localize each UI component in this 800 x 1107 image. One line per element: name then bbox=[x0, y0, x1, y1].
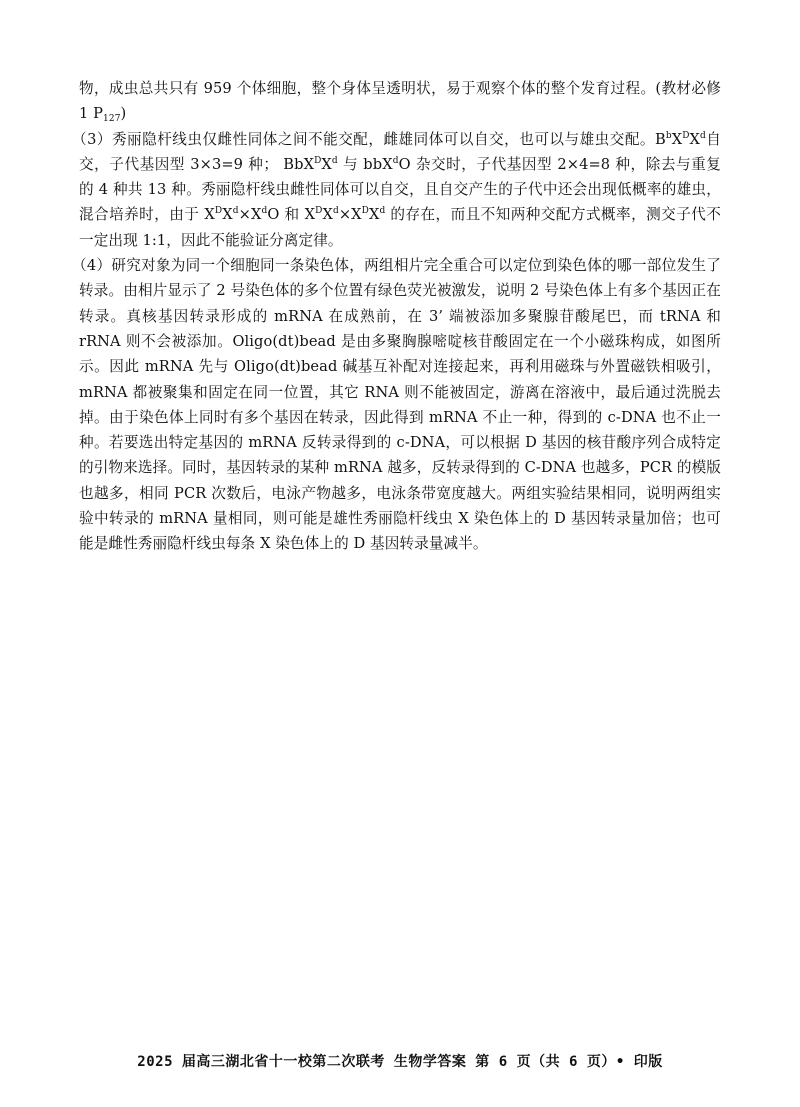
superscript: D bbox=[682, 130, 690, 141]
paragraph-item-3 bbox=[72, 127, 722, 253]
superscript: d bbox=[261, 206, 268, 217]
superscript: d bbox=[700, 130, 706, 141]
text-run: X bbox=[321, 155, 332, 173]
superscript: D bbox=[314, 155, 322, 166]
superscript: d bbox=[232, 206, 239, 217]
answer-text bbox=[72, 76, 722, 557]
text-run: 与 bbX bbox=[337, 155, 393, 173]
text-run: X bbox=[689, 130, 701, 148]
page-footer: 2025 届高三湖北省十一校第二次联考 生物学答案 第 6 页（共 6 页）• 印版 bbox=[137, 1054, 663, 1070]
text-run: X bbox=[222, 206, 233, 224]
paragraph-continued bbox=[79, 76, 721, 127]
text-run: 物，成虫总共只有 959 个体细胞，整个身体呈透明状，易于观察个体的整个发育过程。(教材必修 1 P bbox=[79, 80, 721, 123]
superscript: d bbox=[379, 206, 386, 217]
text-run: ×X bbox=[338, 206, 362, 224]
superscript: D bbox=[361, 206, 369, 217]
superscript: d bbox=[332, 206, 339, 217]
text-run: 自交，子代基因型 3×3=9 种； BbX bbox=[79, 130, 721, 173]
text-run: ) bbox=[120, 105, 127, 123]
text-run: ×X bbox=[238, 206, 262, 224]
text-run: 的存在，而且不知两种交配方式概率，测交子代不一定出现 1:1，因此不能验证分离定律。 bbox=[79, 206, 722, 249]
text-run: O 杂交时，子代基因型 2×4=8 种，除去与重复的 4 种共 13 种。秀丽隐杆线虫雌性同体可以自交，且自交产生的子代中还会出现低概率的雄虫，混合培养时，由于 X bbox=[79, 155, 721, 224]
text-run: （3）秀丽隐杆线虫仅雌性同体之间不能交配，雌雄同体可以自交，也可以与雄虫交配。B bbox=[72, 130, 666, 148]
superscript: D bbox=[315, 206, 323, 217]
superscript: D bbox=[214, 206, 223, 217]
text-run: X bbox=[671, 130, 683, 148]
text-run: O 和 X bbox=[267, 206, 316, 224]
paragraph-item-4: （4）研究对象为同一个细胞同一条染色体，两组相片完全重合可以定位到染色体的哪一部位发生了转录。由相片显示了 2 号染色体的多个位置有绿色荧光被激发，说明 2 号染色体上有多个基因正在转录。真核基因转录形成的 mRNA 在成熟前，在 3’ 端被添加多聚腺苷酸尾巴，而 tRNA 和 rRNA 则不会被添加。Oligo(dt)bead 是由多聚胸腺嘧啶核苷酸固定在一个小磁珠构成，如图所示。因此 mRNA 先与 Oligo(dt)bead 碱基互补配对连接起来，再利用磁珠与外置磁铁相吸引，mRNA 都被聚集和固定在同一位置，其它 RNA 则不能被固定，游离在溶液中，最后通过洗脱去掉。由于染色体上同时有多个基因在转录，因此得到 mRNA 不止一种，得到的 c-DNA 也不止一种。若要选出特定基因的 mRNA 反转录得到的 c-DNA，可以根据 D 基因的核苷酸序列合成特定的引物来选择。同时，基因转录的某种 mRNA 越多，反转录得到的 C-DNA 也越多，PCR 的模版也越多，相同 PCR 次数后，电泳产物越多，电泳条带宽度越大。两组实验结果相同，说明两组实验中转录的 mRNA 量相同，则可能是雄性秀丽隐杆线虫 X 染色体上的 D 基因转录量加倍；也可能是雌性秀丽隐杆线虫每条 X 染色体上的 D 基因转录量减半。 bbox=[72, 257, 721, 553]
superscript: d bbox=[331, 155, 338, 166]
text-run: X bbox=[368, 206, 380, 224]
superscript: b bbox=[665, 130, 672, 141]
subscript: 127 bbox=[103, 114, 121, 125]
superscript: d bbox=[392, 155, 399, 166]
text-run: X bbox=[322, 206, 333, 224]
